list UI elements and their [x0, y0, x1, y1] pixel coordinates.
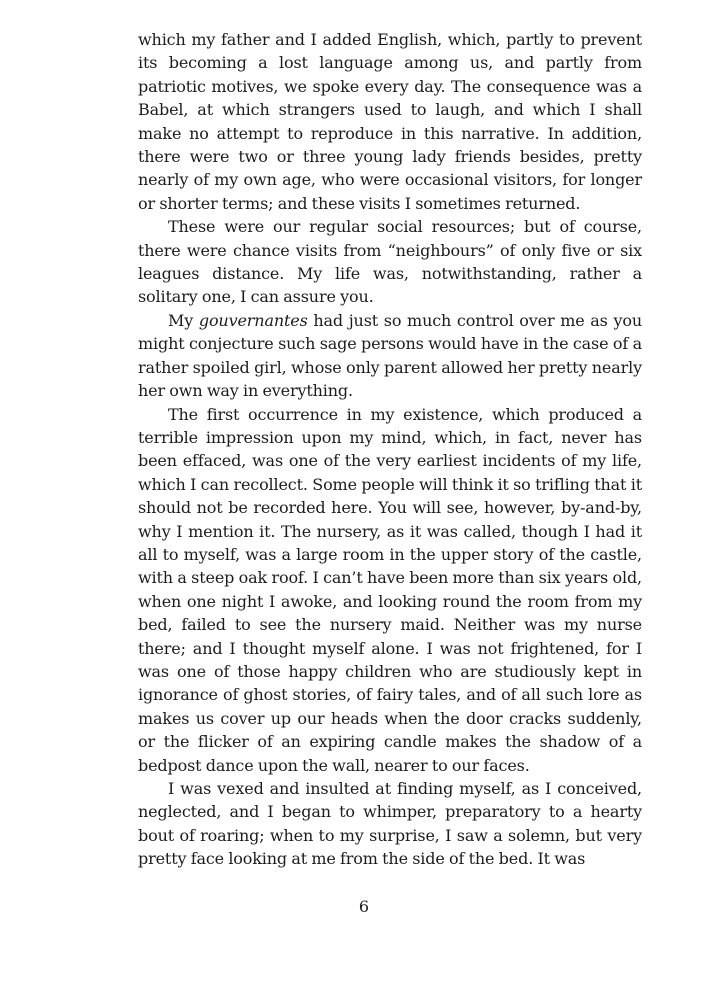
paragraph [138, 777, 642, 871]
paragraph-text: These were our regular social resources; but of course, there were chance visits from “neighbours” of only five or six leagues distance. My life was, notwithstanding, rather a solitary one, I can assure you. [138, 217, 642, 307]
book-page-body [138, 28, 642, 871]
paragraph [138, 309, 642, 403]
italic-term: gouvernantes [198, 310, 308, 330]
paragraph-text: My [168, 310, 199, 330]
paragraph-text: had just so much control over me as you might conjecture such sage persons would have in the case of a rather spoiled girl, whose only parent allowed her pretty nearly her own way in everything. [138, 310, 642, 401]
paragraph [138, 215, 642, 309]
paragraph-text: which my father and I added English, which, partly to prevent its becoming a lost language among us, and partly from patriotic motives, we spoke every day. The consequence was a Babel, at which strangers used to laugh, and which I shall make no attempt to reproduce in this narrative. In addition, there were two or three young lady friends besides, pretty nearly of my own age, who were occasional visitors, for longer or shorter terms; and these visits I sometimes returned. [138, 30, 642, 213]
paragraph-text: I was vexed and insulted at finding myself, as I conceived, neglected, and I began to whimper, preparatory to a hearty bout of roaring; when to my surprise, I saw a solemn, but very pretty face looking at me from the side of the bed. It was [138, 779, 642, 869]
page-number: 6 [358, 897, 370, 916]
paragraph [138, 28, 642, 215]
paragraph-text: The first occurrence in my existence, which produced a terrible impression upon my mind, which, in fact, never has been effaced, was one of the very earliest incidents of my life, which I can recollect. Some people will think it so trifling that it should not be recorded here. You will see, however, by-and-by, why I mention it. The nursery, as it was called, though I had it all to myself, was a large room in the upper story of the castle, with a steep oak roof. I can’t have been more than six years old, when one night I awoke, and looking round the room from my bed, failed to see the nursery maid. Neither was my nurse there; and I thought myself alone. I was not frightened, for I was one of those happy children who are studiously kept in ignorance of ghost stories, of fairy tales, and of all such lore as makes us cover up our heads when the door cracks suddenly, or the flicker of an expiring candle makes the shadow of a bedpost dance upon the wall, nearer to our faces. [138, 404, 642, 775]
paragraph [138, 403, 642, 778]
text-body [138, 28, 642, 871]
